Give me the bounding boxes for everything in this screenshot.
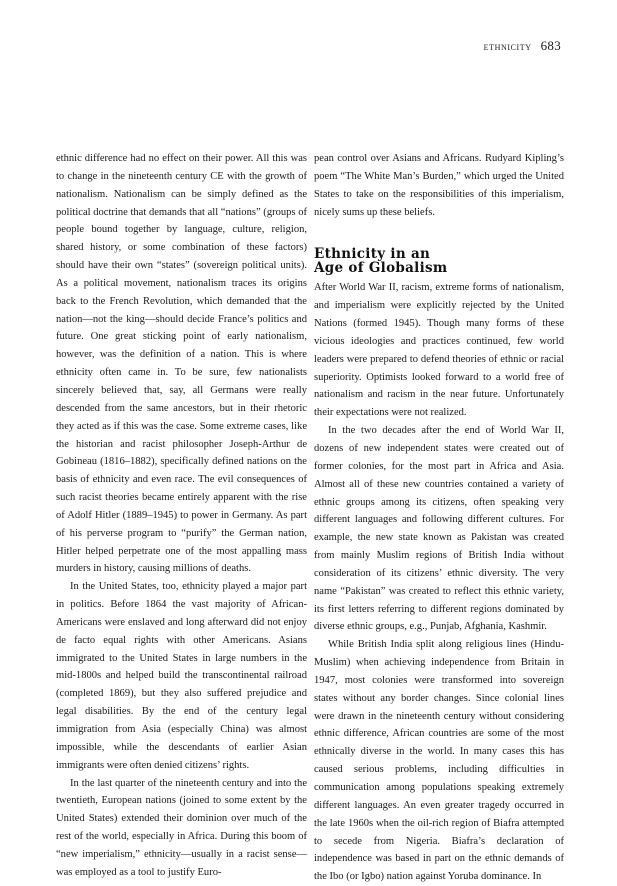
right-column [314,150,564,886]
running-head [484,38,561,54]
page-number: 683 [540,38,561,53]
paragraph: After World War II, racism, extreme forms of nationalism, and imperialism were explicitly rejected by the United Nations (formed 1945). Though many forms of these vicious ideologies and practices continued, few world leaders were prepared to defend theories of ethnic or racial superiority. Optimists looked forward to a world free of nationalism and racism in the near future. Unfortunately their expectations were not realized. [314,282,564,419]
paragraph: In the United States, too, ethnicity played a major part in politics. Before 1864 the vast majority of African-Americans were enslaved and long afterward did not enjoy de facto equal rights with other Americans. Asians immigrated to the United States in large numbers in the mid-1800s and helped build the transcontinental railroad (completed 1869), but they also suffered prejudice and legal disabilities. By the end of the century legal immigration from Asia (especially China) was almost impossible, while the descendants of earlier Asian immigrants were often denied citizens’ rights. [56,581,307,771]
paragraph: pean control over Asians and Africans. Rudyard Kipling’s poem “The White Man’s Burden,” which urged the United States to take on the responsibilities of this imperialism, nicely sums up these beliefs. [314,153,564,218]
section-heading-line: Ethnicity in an [314,246,431,263]
paragraph: In the two decades after the end of World War II, dozens of new independent states were created out of former colonies, for the most part in Africa and Asia. Almost all of these new countries contained a variety of ethnic groups among its citizens, often speaking very different languages and following different cultures. For example, the new state known as Pakistan was created from mainly Muslim regions of British India without consideration of its citizens’ ethnic diversity. The very name “Pakistan” was created to reflect this ethnic variety, its first letters referring to different regions dominated by diverse ethnic groups, e.g., Punjab, Afghania, Kashmir. [314,425,564,633]
running-head-title: ethnicity [483,41,532,53]
paragraph: In the last quarter of the nineteenth century and into the twentieth, European nations (joined to some extent by the United States) extended their dominion over much of the rest of the world, especially in Africa. During this boom of “new imperialism,” ethnicity—usually in a racist sense—was employed as a tool to justify Euro- [56,777,307,878]
paragraph: ethnic difference had no effect on their power. All this was to change in the nineteenth century CE with the growth of nationalism. Nationalism can be simply defined as the political doctrine that demands that all “nations” (groups of people bound together by language, culture, religion, shared history, or some combination of these factors) should have their own “states” (sovereign political units). As a political movement, nationalism traces its origins back to the French Revolution, which demanded that the nation—not the king—should decide France’s politics and future. One great sticking point of early nationalism, however, was the definition of a nation. This is where ethnicity often came in. To be sure, few nationalists sincerely believed that, say, all Germans were really descended from the same ancestors, but in their rhetoric they acted as if this was the case. Some extreme cases, like the historian and racist philosopher Joseph-Arthur de Gobineau (1816–1882), specifically defined nations on the basis of ethnicity and even race. The evil consequences of such racist theories became entirely apparent with the rise of Adolf Hitler (1889–1945) to power in Germany. As part of his perverse program to “purify” the German nation, Hitler helped perpetrate one of the most appalling mass murders in history, causing millions of deaths. [56,153,307,575]
section-heading [314,247,564,275]
section-heading-line: Age of Globalism [314,260,448,277]
paragraph: While British India split along religious lines (Hindu-Muslim) when achieving independence from Britain in 1947, most colonies were transformed into sovereign states without any border changes. Since colonial lines were drawn in the nineteenth century without considering ethnic difference, African countries are some of the most ethnically diverse in the world. In many cases this has caused serious problems, including difficulties in communication among populations speaking extremely different languages. An even greater tragedy occurred in the late 1960s when the oil-rich region of Biafra attempted to secede from Nigeria. Biafra’s declaration of independence was based in part on the ethnic demands of the Ibo (or Igbo) nation against Yoruba dominance. In [314,639,564,883]
left-column [56,150,307,882]
